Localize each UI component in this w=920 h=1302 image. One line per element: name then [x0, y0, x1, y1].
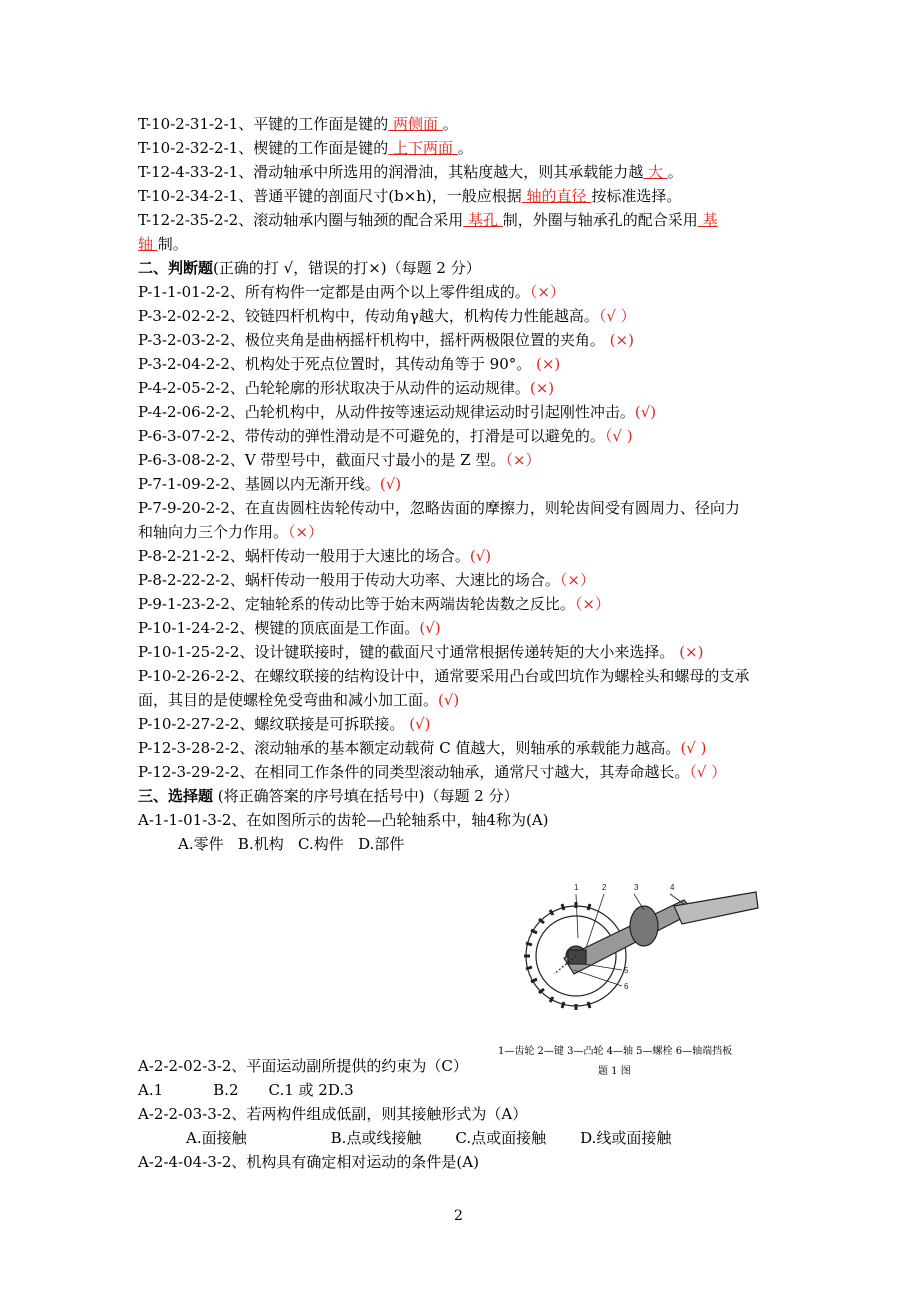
answer-mark: (×)	[604, 331, 634, 349]
question-text: P-8-2-22-2-2、蜗杆传动一般用于传动大功率、大速比的场合。	[138, 571, 560, 589]
answer-mark: （×）	[574, 595, 610, 613]
question-text: P-7-1-09-2-2、基圆以内无渐开线。	[138, 475, 380, 493]
part-label-4: 4	[670, 883, 675, 892]
judgment-line	[138, 281, 565, 303]
question-text: A-2-2-02-3-2、平面运动副所提供的约束为（C）	[138, 1057, 468, 1075]
section-heading	[138, 785, 519, 807]
part-label-3: 3	[634, 883, 639, 892]
question-text: P-12-3-28-2-2、滚动轴承的基本额定动载荷 C 值越大，则轴承的承载能力越高。	[138, 739, 681, 757]
answer-text: 基	[697, 211, 718, 229]
judgment-line	[138, 569, 595, 591]
page-number: 2	[454, 1208, 463, 1224]
question-text: 。	[442, 115, 458, 133]
question-text: P-12-3-29-2-2、在相同工作条件的同类型滚动轴承，通常尺寸越大，其寿命越长。	[138, 763, 690, 781]
judgment-line	[138, 521, 323, 543]
question-text: P-3-2-02-2-2、铰链四杆机构中，传动角γ越大，机构传力性能越高。	[138, 307, 599, 325]
question-text: 。	[667, 163, 683, 181]
answer-mark: (√)	[634, 403, 657, 421]
question-text: P-10-1-24-2-2、楔键的顶底面是工作面。	[138, 619, 420, 637]
question-text: A-2-2-03-3-2、若两构件组成低副，则其接触形式为（A）	[138, 1105, 528, 1123]
judgment-line	[138, 473, 401, 495]
judgment-line	[138, 329, 634, 351]
answer-text: 上下两面	[388, 139, 458, 157]
shaft-drawing	[554, 892, 758, 974]
section-title: 二、判断题	[138, 259, 214, 277]
choice-options	[138, 1079, 354, 1101]
question-text: T-10-2-34-2-1、普通平键的剖面尺寸(b×h)，一般应根据	[138, 187, 522, 205]
fill-blank-line	[138, 161, 683, 183]
gear-cam-shaft-figure	[494, 878, 762, 1080]
judgment-line	[138, 689, 459, 711]
judgment-line	[138, 593, 610, 615]
section-title: 三、选择题	[138, 787, 214, 805]
option-a: A.1	[138, 1081, 164, 1099]
answer-mark: (×)	[529, 379, 555, 397]
judgment-line	[138, 665, 749, 687]
question-text: P-6-3-07-2-2、带传动的弹性滑动是不可避免的，打滑是可以避免的。	[138, 427, 605, 445]
judgment-line	[138, 545, 491, 567]
part-label-2: 2	[602, 883, 607, 892]
judgment-line	[138, 377, 554, 399]
choice-options	[178, 833, 404, 855]
judgment-line	[138, 497, 740, 519]
question-text: A-1-1-01-3-2、在如图所示的齿轮—凸轮轴系中，轴4称为(A)	[138, 811, 549, 829]
answer-text: 轴的直径	[521, 187, 592, 205]
answer-mark: (×)	[531, 355, 561, 373]
fill-blank-line	[138, 209, 718, 231]
answer-mark: (√)	[404, 715, 431, 733]
fill-blank-line	[138, 185, 681, 207]
choice-question	[138, 1151, 479, 1173]
answer-text: 大	[643, 163, 668, 181]
answer-mark: (√)	[379, 475, 402, 493]
part-label-5: 5	[624, 966, 629, 975]
question-text: T-10-2-32-2-1、楔键的工作面是键的	[138, 139, 389, 157]
answer-text: 轴	[138, 235, 158, 253]
question-text: T-10-2-31-2-1、平键的工作面是键的	[138, 115, 389, 133]
option-c: C.构件	[298, 835, 344, 853]
question-text: 和轴向力三个力作用。	[138, 523, 289, 541]
choice-question	[138, 809, 549, 831]
question-text: A-2-4-04-3-2、机构具有确定相对运动的条件是(A)	[138, 1153, 479, 1171]
option-a: A.零件	[178, 835, 224, 853]
section-note: (将正确答案的序号填在括号中)（每题 2 分）	[213, 787, 519, 805]
answer-text: 基孔	[463, 211, 503, 229]
judgment-line	[138, 401, 656, 423]
question-text: 面，其目的是使螺栓免受弯曲和减小加工面。	[138, 691, 439, 709]
answer-mark: (√)	[438, 691, 460, 709]
option-b: B.2	[213, 1081, 239, 1099]
judgment-line	[138, 449, 541, 471]
answer-mark: （×）	[559, 571, 595, 589]
fill-blank-line	[138, 113, 458, 135]
section-heading	[138, 257, 481, 279]
judgment-line	[138, 425, 633, 447]
option-d: D.部件	[358, 835, 405, 853]
judgment-line	[138, 713, 430, 735]
question-text: 制，外圈与轴承孔的配合采用	[502, 211, 698, 229]
judgment-line	[138, 617, 441, 639]
question-text: P-8-2-21-2-2、蜗杆传动一般用于大速比的场合。	[138, 547, 470, 565]
option-c: C.点或面接触	[455, 1129, 547, 1147]
judgment-line	[138, 305, 636, 327]
option-a: A.面接触	[186, 1129, 247, 1147]
answer-text: 两侧面	[388, 115, 443, 133]
question-text: 。	[457, 139, 473, 157]
figure-legend: 1—齿轮 2—键 3—凸轮 4—轴 5—螺栓 6—轴端挡板	[498, 1046, 733, 1057]
answer-mark: （√ ）	[598, 307, 636, 325]
answer-mark: （×）	[505, 451, 541, 469]
answer-mark: (×)	[674, 643, 704, 661]
question-text: P-3-2-03-2-2、极位夹角是曲柄摇杆机构中，摇杆两极限位置的夹角。	[138, 331, 605, 349]
question-text: P-10-2-26-2-2、在螺纹联接的结构设计中，通常要采用凸台或凹坑作为螺栓头和螺母的支承	[138, 667, 750, 685]
judgment-line	[138, 737, 706, 759]
question-text: P-10-2-27-2-2、螺纹联接是可拆联接。	[138, 715, 405, 733]
question-text: P-3-2-04-2-2、机构处于死点位置时，其传动角等于 90°。	[138, 355, 532, 373]
question-text: P-4-2-06-2-2、凸轮机构中，从动件按等速运动规律运动时引起刚性冲击。	[138, 403, 635, 421]
option-d: D.线或面接触	[580, 1129, 672, 1147]
part-label-1: 1	[574, 883, 579, 892]
choice-question	[138, 1055, 468, 1077]
figure-title: 题 1 图	[598, 1066, 631, 1077]
question-text: T-12-2-35-2-2、滚动轴承内圈与轴颈的配合采用	[138, 211, 464, 229]
question-text: 制。	[157, 235, 188, 253]
question-text: P-10-1-25-2-2、设计键联接时，键的截面尺寸通常根据传递转矩的大小来选择。	[138, 643, 675, 661]
question-text: P-6-3-08-2-2、V 带型号中，截面尺寸最小的是 Z 型。	[138, 451, 506, 469]
section-note: (正确的打 √，错误的打×)（每题 2 分）	[213, 259, 481, 277]
judgment-line	[138, 761, 726, 783]
question-text: P-7-9-20-2-2、在直齿圆柱齿轮传动中，忽略齿面的摩擦力，则轮齿间受有圆周力、径向力	[138, 499, 740, 517]
fill-blank-line	[138, 137, 473, 159]
option-c: C.1 或 2D.3	[268, 1081, 354, 1099]
question-text: P-4-2-05-2-2、凸轮轮廓的形状取决于从动件的运动规律。	[138, 379, 530, 397]
choice-question	[138, 1103, 527, 1125]
judgment-line	[138, 353, 560, 375]
judgment-line	[138, 641, 703, 663]
choice-options	[186, 1127, 671, 1149]
answer-mark: (√)	[469, 547, 492, 565]
answer-mark: （√ ）	[689, 763, 727, 781]
answer-mark: (√ )	[680, 739, 707, 757]
option-b: B.机构	[237, 835, 284, 853]
part-label-6: 6	[624, 982, 629, 991]
answer-mark: （×）	[288, 523, 324, 541]
answer-mark: (√)	[419, 619, 441, 637]
answer-mark: （√ )	[604, 427, 633, 445]
question-text: T-12-4-33-2-1、滑动轴承中所选用的润滑油，其粘度越大，则其承载能力越	[138, 163, 644, 181]
answer-mark: （×）	[529, 283, 565, 301]
question-text: P-9-1-23-2-2、定轴轮系的传动比等于始末两端齿轮齿数之反比。	[138, 595, 575, 613]
fill-blank-line	[138, 233, 188, 255]
question-text: P-1-1-01-2-2、所有构件一定都是由两个以上零件组成的。	[138, 283, 530, 301]
question-text: 按标准选择。	[591, 187, 682, 205]
option-b: B.点或线接触	[330, 1129, 422, 1147]
